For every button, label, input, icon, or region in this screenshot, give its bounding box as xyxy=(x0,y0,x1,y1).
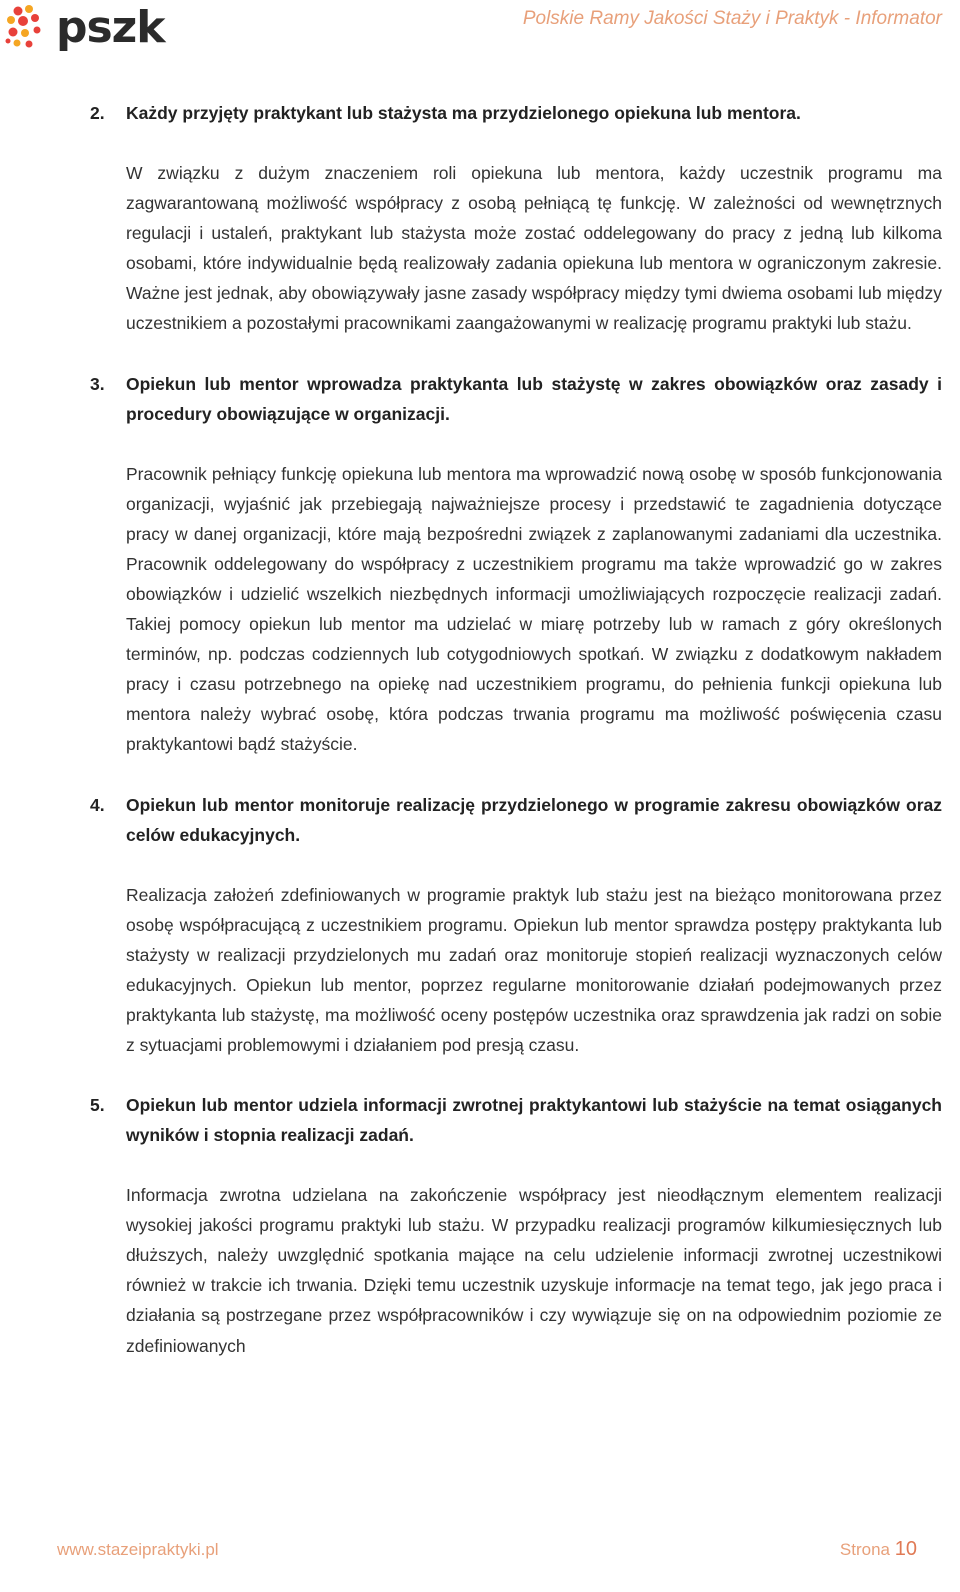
page-number xyxy=(840,1538,917,1561)
footer-website-link[interactable]: www.stazeipraktyki.pl xyxy=(57,1540,219,1559)
item-title: Opiekun lub mentor udziela informacji zwrotnej praktykantowi lub stażyście na temat osiąganych wyników i stopnia realizacji zadań. xyxy=(126,1095,942,1146)
item-paragraph: W związku z dużym znaczeniem roli opiekuna lub mentora, każdy uczestnik programu ma zagwarantowaną możliwość współpracy z osobą pełniącą tę funkcję. W zależności od wewnętrznych regulacji i ustaleń, praktykant lub stażysta może zostać oddelegowany do pracy z jedną lub kilkoma osobami, które indywidualnie będą realizowały zadania opiekuna lub mentora w ograniczonym zakresie. Ważne jest jednak, aby obowiązywały jasne zasady współpracy między tymi dwiema osobami lub między uczestnikiem a pozostałymi pracownikami zaangażowanymi w realizację programu praktyki lub stażu. xyxy=(126,163,942,334)
document-body xyxy=(90,98,942,1391)
item-title: Opiekun lub mentor wprowadza praktykanta lub stażystę w zakres obowiązków oraz zasady i procedury obowiązujące w organizacji. xyxy=(126,373,942,424)
section-item-4 xyxy=(90,790,942,1061)
section-item-2 xyxy=(90,98,942,339)
item-heading xyxy=(90,369,942,429)
item-heading xyxy=(90,790,942,850)
item-number: 2. xyxy=(90,103,105,123)
logo-text: pszk xyxy=(56,2,165,53)
item-title: Każdy przyjęty praktykant lub stażysta ma przydzielonego opiekuna lub mentora. xyxy=(126,103,801,123)
logo-dots-icon xyxy=(4,3,54,53)
page-footer xyxy=(0,1536,960,1566)
page-number-value: 10 xyxy=(894,1538,917,1560)
item-paragraph: Realizacja założeń zdefiniowanych w programie praktyk lub stażu jest na bieżąco monitorowana przez osobę współpracującą z uczestnikiem programu. Opiekun lub mentor sprawdza postępy praktykanta lub stażysty w realizacji przydzielonych mu zadań oraz monitoruje stopień realizacji wyznaczonych celów edukacyjnych. Opiekun lub mentor, poprzez regularne monitorowanie działań podejmowanych przez praktykanta lub stażystę, ma możliwość oceny postępów uczestnika oraz sprawdzenia jak radzi on sobie z sytuacjami problemowymi i działaniem pod presją czasu. xyxy=(126,884,942,1055)
pszk-logo xyxy=(4,2,165,54)
item-heading xyxy=(90,1090,942,1150)
page-label: Strona xyxy=(839,1540,891,1559)
item-number: 3. xyxy=(90,373,105,394)
item-number: 5. xyxy=(90,1095,105,1116)
page-header xyxy=(0,0,960,60)
item-paragraph: Pracownik pełniący funkcję opiekuna lub mentora ma wprowadzić nową osobę w sposób funkcjonowania organizacji, wyjaśnić jak przebiegają najważniejsze procesy i przedstawić te zagadnienia dotyczące pracy w danej organizacji, które mają bezpośredni związek z zaplanowanymi zadaniami dla uczestnika. Pracownik oddelegowany do współpracy z uczestnikiem programu ma także wprowadzić go w zakres obowiązków i udzielić wszelkich niezbędnych informacji umożliwiających rozpoczęcie realizacji zadań. Takiej pomocy opiekun lub mentor ma udzielać w miarę potrzeby lub w ramach z góry określonych terminów, np. podczas codziennych lub cotygodniowych spotkań. W związku z dodatkowym nakładem pracy i czasu potrzebnego na opiekę nad uczestnikiem programu, do pełnienia funkcji opiekuna lub mentora należy wybrać osobę, która podczas trwania programu ma możliwość poświęcenia czasu praktykantowi bądź stażyście. xyxy=(126,463,942,755)
item-title: Opiekun lub mentor monitoruje realizację przydzielonego w programie zakresu obowiązków oraz celów edukacyjnych. xyxy=(126,794,942,845)
item-number: 4. xyxy=(90,794,105,815)
document-title: Polskie Ramy Jakości Staży i Praktyk - Informator xyxy=(522,8,942,29)
section-item-3 xyxy=(90,369,942,760)
item-heading xyxy=(90,98,942,128)
section-item-5 xyxy=(90,1090,942,1361)
item-paragraph: Informacja zwrotna udzielana na zakończenie współpracy jest nieodłącznym elementem realizacji wysokiej jakości programu praktyki lub stażu. W przypadku realizacji programów kilkumiesięcznych lub dłuższych, należy uwzględnić spotkania mające na celu udzielenie informacji zwrotnej uczestnikowi również w trakcie ich trwania. Dzięki temu uczestnik uzyskuje informacje na temat tego, jak jego praca i działania są postrzegane przez współpracowników i czy wywiązuje się on na odpowiednim poziomie ze zdefiniowanych xyxy=(126,1185,942,1356)
